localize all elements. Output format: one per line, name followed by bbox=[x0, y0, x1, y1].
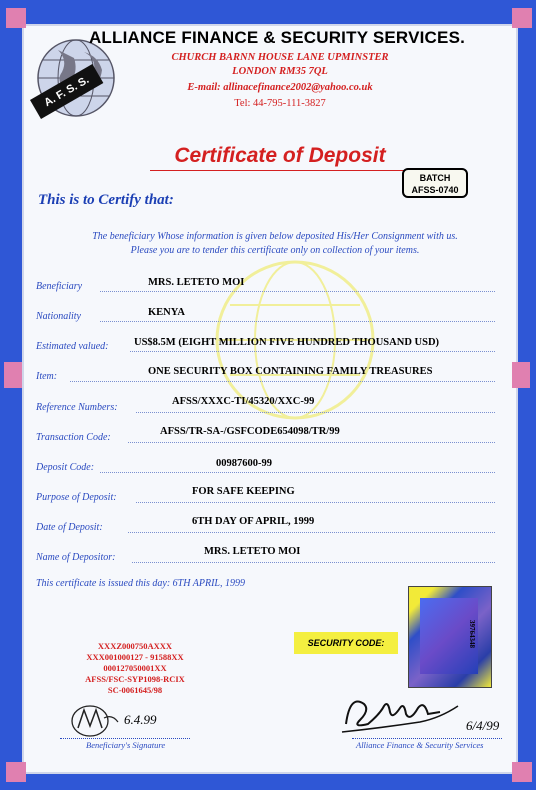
field-label: Nationality bbox=[36, 311, 81, 322]
field-underline bbox=[100, 291, 495, 292]
corner-tag bbox=[4, 362, 22, 388]
field-underline bbox=[136, 502, 495, 503]
field-value-nationality: KENYA bbox=[148, 307, 185, 318]
field-label: Transaction Code: bbox=[36, 432, 111, 443]
intro-text bbox=[40, 230, 510, 258]
code-block bbox=[60, 641, 210, 696]
company-address-line1: CHURCH BARNN HOUSE LANE UPMINSTER bbox=[171, 52, 389, 63]
security-code-label: SECURITY CODE: bbox=[294, 632, 398, 654]
certify-heading: This is to Certify that: bbox=[38, 192, 174, 208]
signature-line bbox=[60, 738, 190, 739]
field-underline bbox=[128, 442, 495, 443]
field-label: Item: bbox=[36, 371, 58, 382]
company-address-line2: LONDON RM35 7QL bbox=[232, 66, 328, 77]
code-line: AFSS/FSC-SYP1098-RCIX bbox=[85, 674, 185, 684]
field-value-reference: AFSS/XXXC-TI/45320/XXC-99 bbox=[172, 396, 315, 407]
field-underline bbox=[100, 321, 495, 322]
certificate-title: Certificate of Deposit bbox=[174, 144, 386, 167]
field-underline bbox=[132, 562, 495, 563]
code-line: 000127050001XX bbox=[103, 663, 167, 673]
beneficiary-signature-label: Beneficiary's Signature bbox=[86, 740, 166, 750]
field-value-beneficiary: MRS. LETETO MOI bbox=[148, 277, 245, 288]
company-name: ALLIANCE FINANCE & SECURITY SERVICES. bbox=[88, 28, 466, 47]
corner-tag bbox=[6, 8, 26, 28]
field-value-purpose: FOR SAFE KEEPING bbox=[192, 486, 295, 497]
field-label: Date of Deposit: bbox=[36, 522, 103, 533]
field-value-deposit-code: 00987600-99 bbox=[216, 458, 272, 469]
issued-statement: This certificate is issued this day: 6TH APRIL, 1999 bbox=[36, 578, 245, 589]
corner-tag bbox=[512, 8, 532, 28]
logo-text: A. F. S. S. bbox=[42, 73, 92, 110]
field-value-item: ONE SECURITY BOX CONTAINING FAMILY TREASURES bbox=[148, 366, 433, 377]
field-underline bbox=[130, 351, 495, 352]
corner-tag bbox=[6, 762, 26, 782]
field-label: Deposit Code: bbox=[36, 462, 95, 473]
title-underline bbox=[150, 170, 415, 171]
field-underline bbox=[70, 381, 495, 382]
beneficiary-signature-date: 6.4.99 bbox=[124, 712, 157, 727]
field-value-transaction: AFSS/TR-SA-/GSFCODE654098/TR/99 bbox=[160, 426, 340, 437]
field-label: Beneficiary bbox=[36, 281, 83, 292]
code-line: SC-0061645/98 bbox=[107, 685, 163, 695]
intro-line: Please you are to tender this certificate only on collection of your items. bbox=[130, 245, 420, 256]
code-line: XXX001000127 - 91588XX bbox=[86, 652, 184, 662]
corner-tag bbox=[512, 762, 532, 782]
company-email: E-mail: allinacefinance2002@yahoo.co.uk bbox=[187, 82, 373, 93]
batch-box bbox=[402, 168, 468, 198]
field-value-depositor: MRS. LETETO MOI bbox=[204, 546, 301, 557]
field-label: Purpose of Deposit: bbox=[36, 492, 117, 503]
company-phone: Tel: 44-795-111-3827 bbox=[234, 98, 326, 109]
field-value-date: 6TH DAY OF APRIL, 1999 bbox=[192, 516, 315, 527]
director-signature-stroke-icon bbox=[340, 684, 470, 744]
code-line: XXXZ000750AXXX bbox=[97, 641, 173, 651]
field-underline bbox=[100, 472, 495, 473]
director-signature-date: 6/4/99 bbox=[466, 718, 500, 733]
signature-line bbox=[352, 738, 502, 739]
field-underline bbox=[136, 412, 495, 413]
field-underline bbox=[128, 532, 495, 533]
corner-tag bbox=[512, 362, 530, 388]
field-label: Reference Numbers: bbox=[36, 402, 118, 413]
field-label: Estimated valued: bbox=[36, 341, 109, 352]
intro-line: The beneficiary Whose information is given below deposited His/Her Consignment with us. bbox=[92, 231, 458, 242]
field-value-estimated: US$8.5M (EIGHT MILLION FIVE HUNDRED THOUSAND USD) bbox=[134, 337, 440, 348]
director-signature-label: Alliance Finance & Security Services bbox=[356, 740, 484, 750]
batch-label: BATCH bbox=[419, 173, 451, 183]
field-label: Name of Depositor: bbox=[36, 552, 116, 563]
hologram-serial: 39764348 bbox=[468, 620, 476, 648]
beneficiary-signature-stroke-icon bbox=[68, 700, 128, 742]
batch-number: AFSS-0740 bbox=[411, 185, 459, 195]
